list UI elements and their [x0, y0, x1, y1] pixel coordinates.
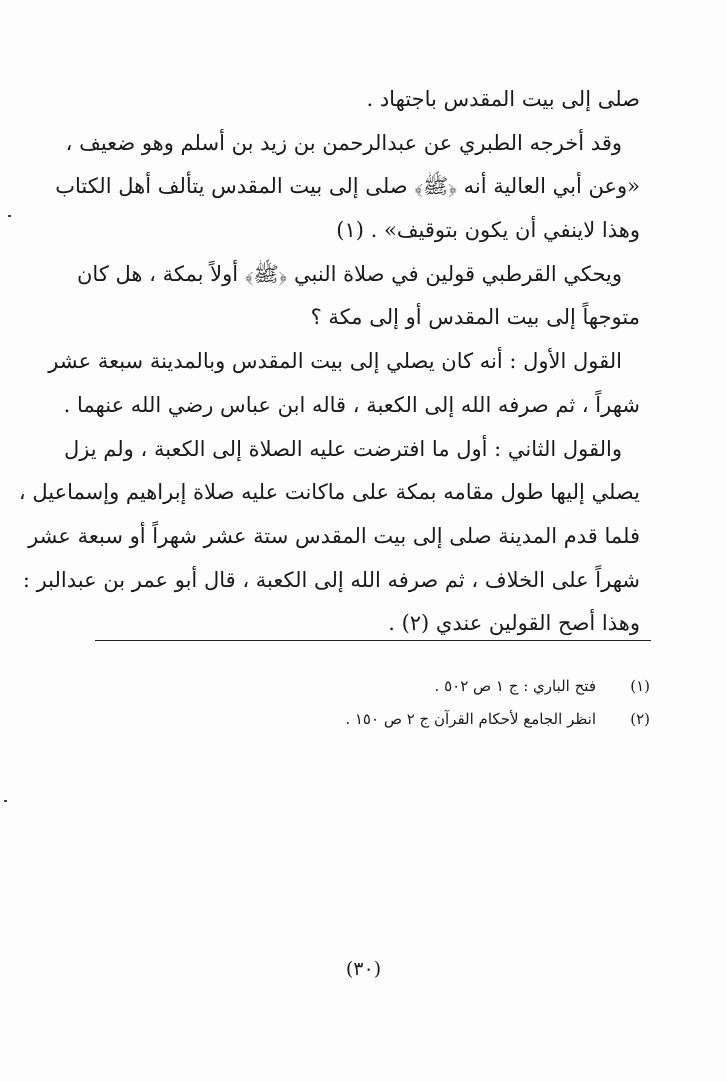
- text-line: فلما قدم المدينة صلى إلى بيت المقدس ستة عشر شهراً أو سبعة عشر: [28, 523, 640, 548]
- text-line: وهذا أصح القولين عندي (٢) .: [388, 611, 640, 636]
- text-line: شهراً على الخلاف ، ثم صرفه الله إلى الكعبة ، قال أبو عمر بن عبدالبر :: [22, 567, 640, 592]
- main-text: [18, 78, 640, 646]
- footnotes: [280, 670, 650, 736]
- text-line: متوجهاً إلى بيت المقدس أو إلى مكة ؟: [310, 305, 640, 330]
- scan-speck: [8, 215, 11, 217]
- footnote-text: فتح الباري : ج ١ ص ٥٠٢ .: [434, 677, 596, 695]
- text-line: القول الأول : أنه كان يصلي إلى بيت المقدس وبالمدينة سبعة عشر: [48, 349, 622, 374]
- text-line: «وعن أبي العالية أنه ﴿ﷺ﴾ صلى إلى بيت المقدس يتألف أهل الكتاب: [55, 174, 640, 199]
- page-number: (٣٠): [345, 958, 382, 980]
- text-line: والقول الثاني : أول ما افترضت عليه الصلاة إلى الكعبة ، ولم يزل: [63, 436, 622, 461]
- text-line: يصلي إليها طول مقامه بمكة على ماكانت عليه صلاة إبراهيم وإسماعيل ،: [18, 480, 640, 505]
- text-line: وقد أخرجه الطبري عن عبدالرحمن بن زيد بن أسلم وهو ضعيف ،: [65, 130, 622, 155]
- text-line: شهراً ، ثم صرفه الله إلى الكعبة ، قاله ابن عباس رضي الله عنهما .: [63, 392, 640, 417]
- footnote-separator: [95, 640, 651, 641]
- footnote-number: (١): [630, 677, 650, 695]
- scan-speck: [4, 800, 7, 802]
- text-line: صلى إلى بيت المقدس باجتهاد .: [366, 87, 640, 111]
- footnote-item: [280, 670, 650, 703]
- footnote-number: (٢): [630, 710, 650, 728]
- footnote-text: انظر الجامع لأحكام القرآن ج ٢ ص ١٥٠ .: [345, 710, 596, 728]
- text-line: وهذا لاينفي أن يكون بتوقيف» . (١): [336, 218, 640, 243]
- text-line: ويحكي القرطبي قولين في صلاة النبي ﴿ﷺ﴾ أولاً بمكة ، هل كان: [77, 261, 622, 286]
- footnote-item: [280, 703, 650, 736]
